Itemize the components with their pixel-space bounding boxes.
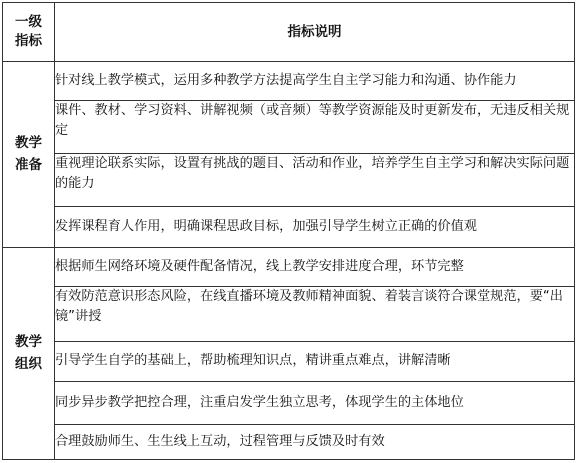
category-line2: 准备: [15, 157, 42, 174]
category-line1: 教学: [15, 135, 42, 152]
description-cell: 课件、教材、学习资料、讲解视频（或音频）等教学资源能及时更新发布，无违反相关规定: [55, 100, 575, 153]
description-cell: 同步异步教学把控合理，注重启发学生独立思考，体现学生的主体地位: [55, 382, 575, 425]
table-row: [3, 62, 575, 101]
description-cell: 针对线上教学模式，运用多种教学方法提高学生自主学习能力和沟通、协作能力: [55, 62, 575, 101]
table-row: [3, 286, 575, 341]
indicator-table: [2, 2, 575, 460]
description-cell: 发挥课程育人作用，明确课程思政目标，加强引导学生树立正确的价值观: [55, 206, 575, 247]
category-teaching-organization: [3, 247, 55, 459]
header-level1-indicator: [3, 3, 55, 62]
table-row: [3, 341, 575, 382]
description-cell: 合理鼓励师生、生生线上互动，过程管理与反馈及时有效: [55, 425, 575, 460]
header-level1-line2: 指标: [15, 33, 42, 50]
table-row: [3, 153, 575, 206]
description-cell: 引导学生自学的基础上，帮助梳理知识点，精讲重点难点，讲解清晰: [55, 341, 575, 382]
header-description: 指标说明: [55, 3, 575, 62]
description-cell: 重视理论联系实际，设置有挑战的题目、活动和作业，培养学生自主学习和解决实际问题的能力: [55, 153, 575, 206]
description-cell: 有效防范意识形态风险，在线直播环境及教师精神面貌、着装言谈符合课堂规范，要“出镜”讲授: [55, 286, 575, 341]
category-teaching-preparation: [3, 62, 55, 248]
header-row: [3, 3, 575, 62]
table-row: [3, 382, 575, 425]
category-line1: 教学: [15, 334, 42, 351]
table-row: [3, 206, 575, 247]
table-row: [3, 247, 575, 286]
table-row: [3, 100, 575, 153]
description-cell: 根据师生网络环境及硬件配备情况，线上教学安排进度合理，环节完整: [55, 247, 575, 286]
table-row: [3, 425, 575, 460]
category-line2: 组织: [15, 356, 42, 373]
header-level1-line1: 一级: [15, 14, 42, 31]
